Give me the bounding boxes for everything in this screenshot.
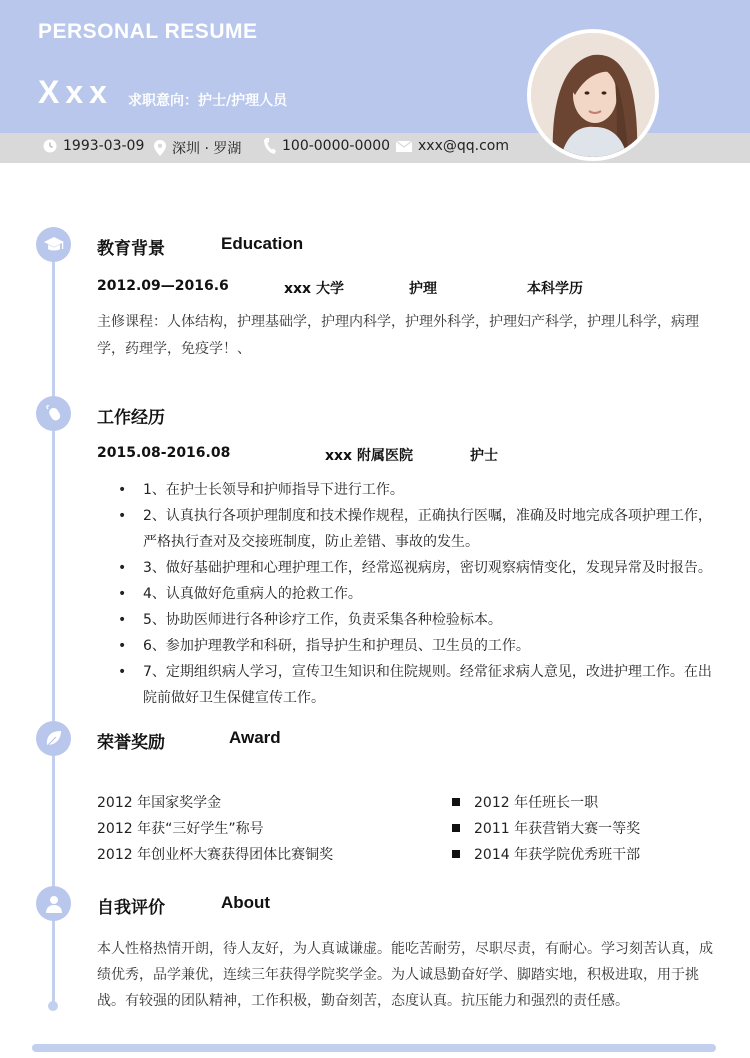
work-role: 护士 — [470, 448, 498, 464]
list-item — [97, 503, 717, 555]
bullet-dot: • — [118, 586, 127, 602]
person-icon — [46, 895, 62, 913]
duty-text: 6、参加护理教学和科研，指导护生和护理员、卫生员的工作。 — [143, 638, 530, 654]
location-text: 深圳 · 罗湖 — [172, 141, 242, 157]
phone-icon — [264, 138, 276, 154]
education-major: 护理 — [409, 281, 437, 297]
bullet-dot: • — [118, 638, 127, 654]
birth-date: 1993-03-09 — [63, 138, 145, 154]
bullet-dot: • — [118, 612, 127, 628]
education-courses: 主修课程：人体结构，护理基础学，护理内科学，护理外科学，护理妇产科学，护理儿科学，病理学，药理学，免疫学！、 — [97, 314, 699, 357]
duty-text: 2、认真执行各项护理制度和技术操作规程，正确执行医嘱，准确及时地完成各项护理工作，严格执行查对及交接班制度，防止差错、事故的发生。 — [143, 508, 712, 550]
work-period: 2015.08-2016.08 — [97, 445, 231, 461]
work-section-icon — [36, 396, 71, 431]
education-period: 2012.09—2016.6 — [97, 278, 229, 294]
location-pin-icon — [154, 140, 166, 156]
profile-photo — [531, 33, 655, 157]
bullet-dot: • — [118, 508, 127, 524]
info-phone — [264, 138, 390, 154]
duty-text: 5、协助医师进行各种诊疗工作，负责采集各种检验标本。 — [143, 612, 502, 628]
bullet-dot: • — [118, 482, 127, 498]
about-text: 本人性格热情开朗，待人友好，为人真诚谦虚。能吃苦耐劳，尽职尽责，有耐心。学习刻苦认真，成绩优秀，品学兼优，连续三年获得学院奖学金。为人诚恳勤奋好学、脚踏实地，积极进取，用于挑战。有较强的团队精神，工作积极，勤奋刻苦，态度认真。抗压能力和强烈的责任感。 — [97, 941, 713, 1009]
square-bullet-icon — [452, 798, 460, 806]
resume-title: PERSONAL RESUME — [38, 20, 258, 43]
work-duties-list — [97, 477, 717, 711]
mail-icon — [396, 141, 412, 152]
list-item — [97, 607, 717, 633]
education-school: xxx 大学 — [284, 281, 344, 297]
education-degree: 本科学历 — [527, 281, 583, 297]
bullet-dot: • — [118, 664, 127, 680]
square-bullet-icon — [452, 850, 460, 858]
award-left-item: 2012 年国家奖学金 — [97, 795, 222, 811]
award-section-icon — [36, 721, 71, 756]
duty-text: 1、在护士长领导和护师指导下进行工作。 — [143, 482, 404, 498]
bullet-dot: • — [118, 560, 127, 576]
info-birth — [43, 138, 144, 154]
education-title: 教育背景 — [97, 239, 165, 259]
profile-photo-frame — [527, 29, 659, 161]
work-title: 工作经历 — [97, 408, 165, 428]
about-section-icon — [36, 886, 71, 921]
award-left-item: 2012 年获“三好学生”称号 — [97, 821, 264, 837]
duty-text: 3、做好基础护理和心理护理工作，经常巡视病房，密切观察病情变化，发现异常及时报告。 — [143, 560, 712, 576]
footer-bar — [32, 1044, 716, 1052]
timeline-end-dot — [48, 1001, 58, 1011]
award-right-text: 2011 年获营销大赛一等奖 — [474, 821, 641, 837]
email-address: xxx@qq.com — [418, 138, 509, 154]
award-title-en: Award — [229, 728, 281, 747]
duty-text: 4、认真做好危重病人的抢救工作。 — [143, 586, 362, 602]
work-company: xxx 附属医院 — [325, 448, 413, 464]
info-location — [154, 138, 241, 158]
mouse-icon — [45, 405, 63, 423]
award-right-text: 2012 年任班长一职 — [474, 795, 599, 811]
square-bullet-icon — [452, 824, 460, 832]
education-title-en: Education — [221, 234, 304, 253]
list-item — [97, 581, 717, 607]
award-right-text: 2014 年获学院优秀班干部 — [474, 847, 641, 863]
award-left-item: 2012 年创业杯大赛获得团体比赛铜奖 — [97, 847, 334, 863]
list-item — [97, 477, 717, 503]
phone-number: 100-0000-0000 — [282, 138, 391, 154]
info-email — [396, 138, 509, 154]
list-item — [97, 555, 717, 581]
award-right-item — [452, 818, 640, 838]
award-right-item — [452, 844, 640, 864]
award-right-item — [452, 792, 598, 812]
education-section-icon — [36, 227, 71, 262]
about-title-en: About — [221, 893, 271, 912]
candidate-name: Xxx — [38, 74, 113, 110]
graduation-cap-icon — [44, 237, 64, 253]
leaf-icon — [45, 730, 63, 748]
about-title: 自我评价 — [97, 898, 165, 918]
duty-text: 7、定期组织病人学习，宣传卫生知识和住院规则。经常征求病人意见，改进护理工作。在出院前做好卫生保健宣传工作。 — [143, 664, 712, 706]
list-item — [97, 633, 717, 659]
clock-icon — [43, 139, 57, 153]
job-intent: 求职意向：护士/护理人员 — [128, 93, 288, 109]
award-title: 荣誉奖励 — [97, 733, 165, 753]
list-item — [97, 659, 717, 711]
